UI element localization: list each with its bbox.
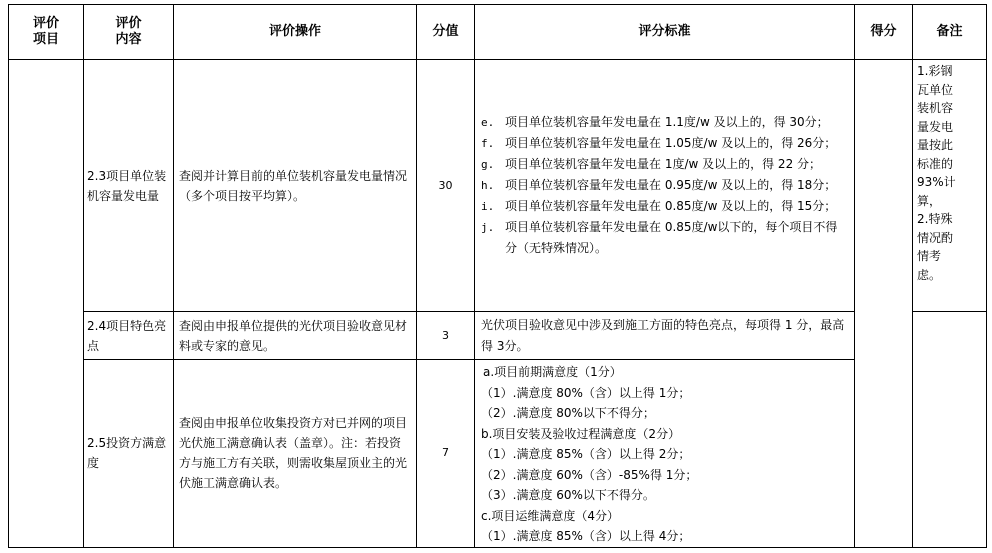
header-content: 评价内容 bbox=[84, 5, 174, 60]
item-cell bbox=[9, 60, 84, 548]
header-item: 评价项目 bbox=[9, 5, 84, 60]
criteria-item: f. 项目单位装机容量年发电量在 1.05度/w 及以上的，得 26分； bbox=[481, 136, 837, 150]
header-got: 得分 bbox=[855, 5, 913, 60]
operation-cell: 查阅由申报单位收集投资方对已并网的项目光伏施工满意确认表（盖章）。注：若投资方与施工方有关联，则需收集屋顶业主的光伏施工满意确认表。 bbox=[174, 360, 417, 548]
header-score: 分值 bbox=[417, 5, 475, 60]
content-cell: 2.5投资方满意度 bbox=[84, 360, 174, 548]
criteria-item: i. 项目单位装机容量年发电量在 0.85度/w 及以上的，得 15分； bbox=[481, 199, 837, 213]
criteria-item: j. 项目单位装机容量年发电量在 0.85度/w以下的，每个项目不得分（无特殊情况）。 bbox=[481, 220, 838, 255]
content-cell: 2.4项目特色亮点 bbox=[84, 312, 174, 360]
content-cell: 2.3项目单位装机容量发电量 bbox=[84, 60, 174, 312]
criteria-item: h. 项目单位装机容量年发电量在 0.95度/w 及以上的，得 18分； bbox=[481, 178, 837, 192]
satisfaction-cell: a.项目前期满意度（1分） （1）.满意度 80%（含）以上得 1分； （2）.满意度 80%以下不得分； b.项目安装及验收过程满意度（2分） （1）.满意度 85%（含）以上得 2分； （2）.满意度 60%（含）-85%得 1分； （3）.满意度 60%以下不得分。 c.项目运维满意度（4分） （1）.满意度 85%（含）以上得 4分； bbox=[475, 360, 855, 548]
operation-cell: 查阅并计算目前的单位装机容量发电量情况（多个项目按平均算）。 bbox=[174, 60, 417, 312]
score-cell: 7 bbox=[417, 360, 475, 548]
criteria-item: g. 项目单位装机容量年发电量在 1度/w 及以上的，得 22 分； bbox=[481, 157, 822, 171]
table-row bbox=[9, 312, 987, 360]
criteria-cell bbox=[475, 60, 855, 312]
remark-cell: 1.彩钢 瓦单位 装机容 量发电 量按此 标准的 93%计 算， 2.特殊 情况酌 情考 虑。 bbox=[913, 60, 987, 312]
table-row bbox=[9, 360, 987, 548]
evaluation-table bbox=[8, 4, 987, 548]
header-standard: 评分标准 bbox=[475, 5, 855, 60]
score-cell: 30 bbox=[417, 60, 475, 312]
table-row bbox=[9, 60, 987, 312]
remark-cell-empty bbox=[913, 312, 987, 548]
standard-cell: 光伏项目验收意见中涉及到施工方面的特色亮点，每项得 1 分，最高得 3分。 bbox=[475, 312, 855, 360]
header-operation: 评价操作 bbox=[174, 5, 417, 60]
score-cell: 3 bbox=[417, 312, 475, 360]
operation-cell: 查阅由申报单位提供的光伏项目验收意见材料或专家的意见。 bbox=[174, 312, 417, 360]
header-remark: 备注 bbox=[913, 5, 987, 60]
criteria-item: e. 项目单位装机容量年发电量在 1.1度/w 及以上的，得 30分； bbox=[481, 115, 829, 129]
header-row bbox=[9, 5, 987, 60]
got-cell bbox=[855, 60, 913, 548]
